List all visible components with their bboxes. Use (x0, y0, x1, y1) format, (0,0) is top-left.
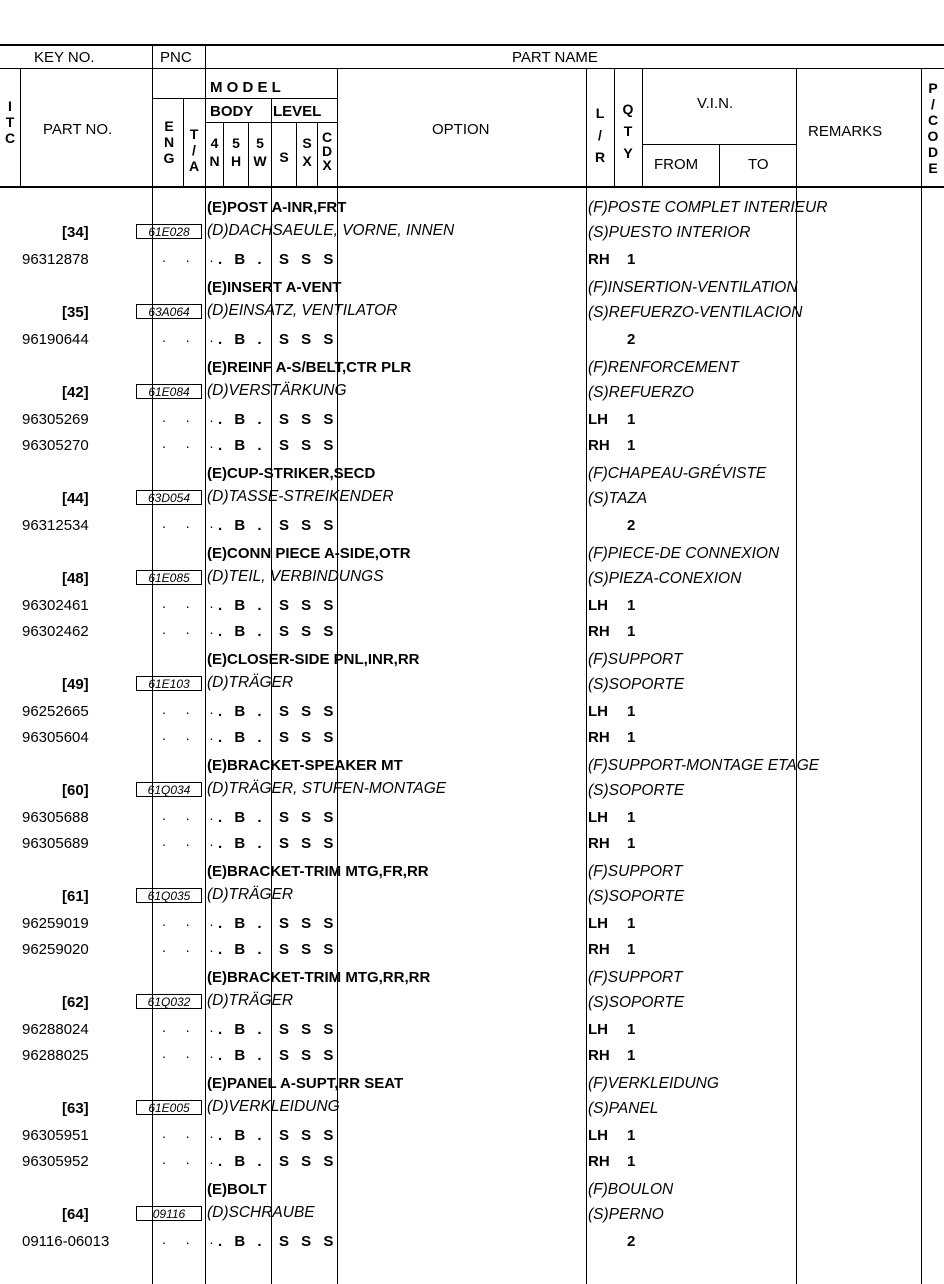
level-s-header: S (279, 149, 289, 165)
qty-header: Q T Y (622, 101, 634, 161)
description-french: (F)INSERTION-VENTILATION (588, 279, 798, 296)
part-number: 96288025 (22, 1047, 89, 1064)
description-french: (F)SUPPORT (588, 651, 683, 668)
body-model-marks: . B . (218, 835, 266, 852)
level-header: LEVEL (273, 103, 322, 120)
eng-ta-marks: . . . (162, 515, 222, 531)
part-number: 96259020 (22, 941, 89, 958)
lr-header: L / R (594, 105, 606, 165)
vin-to-header: TO (748, 156, 769, 173)
body-4n-line (223, 122, 224, 186)
key-number: [42] (62, 384, 89, 401)
description-spanish: (S)PANEL (588, 1100, 659, 1117)
description-spanish: (S)SOPORTE (588, 888, 685, 905)
pnc-code: 61E084 (136, 384, 202, 399)
lr-side: RH (588, 1153, 610, 1170)
level-marks: S S S (279, 703, 338, 720)
header-divider-1 (0, 68, 944, 69)
table-top-border (0, 44, 944, 46)
eng-header: E N G (163, 118, 175, 166)
description-english: (E)CONN PIECE A-SIDE,OTR (207, 545, 411, 562)
key-number: [63] (62, 1100, 89, 1117)
pnc-header: PNC (160, 49, 192, 66)
key-number: [64] (62, 1206, 89, 1223)
eng-ta-marks: . . . (162, 727, 222, 743)
level-marks: S S S (279, 331, 338, 348)
description-french: (F)SUPPORT (588, 969, 683, 986)
eng-ta-marks: . . . (162, 807, 222, 823)
body-model-marks: . B . (218, 1127, 266, 1144)
description-french: (F)BOULON (588, 1181, 674, 1198)
description-english: (E)REINF A-S/BELT,CTR PLR (207, 359, 412, 376)
quantity: 1 (627, 597, 636, 614)
part-number: 96302462 (22, 623, 89, 640)
body-model-marks: . B . (218, 437, 266, 454)
lr-side: RH (588, 623, 610, 640)
pnc-code: 61E005 (136, 1100, 202, 1115)
description-german: (D)TRÄGER (207, 886, 294, 903)
itc-header: I T C (4, 98, 16, 146)
description-german: (D)TRÄGER (207, 674, 294, 691)
body-5h-line (248, 122, 249, 186)
level-marks: S S S (279, 729, 338, 746)
part-number: 96305269 (22, 411, 89, 428)
eng-ta-marks: . . . (162, 1151, 222, 1167)
body-model-marks: . B . (218, 251, 266, 268)
level-cdx-header: C D X (321, 129, 333, 173)
description-german: (D)TRÄGER, STUFEN-MONTAGE (207, 780, 447, 797)
quantity: 1 (627, 941, 636, 958)
level-marks: S S S (279, 835, 338, 852)
description-french: (F)POSTE COMPLET INTERIEUR (588, 199, 828, 216)
model-sub-divider (153, 98, 337, 99)
quantity: 1 (627, 809, 636, 826)
body-model-marks: . B . (218, 517, 266, 534)
pcode-header: P / C O D E (927, 80, 939, 176)
part-number: 96259019 (22, 915, 89, 932)
description-spanish: (S)REFUERZO (588, 384, 694, 401)
quantity: 1 (627, 1153, 636, 1170)
description-spanish: (S)PERNO (588, 1206, 664, 1223)
description-spanish: (S)SOPORTE (588, 676, 685, 693)
part-number: 96252665 (22, 703, 89, 720)
quantity: 1 (627, 1021, 636, 1038)
description-german: (D)VERSTÄRKUNG (207, 382, 347, 399)
body-model-marks: . B . (218, 915, 266, 932)
remarks-col-line (796, 68, 797, 1284)
description-french: (F)PIECE-DE CONNEXION (588, 545, 780, 562)
description-english: (E)CUP-STRIKER,SECD (207, 465, 376, 482)
eng-ta-marks: . . . (162, 1231, 222, 1247)
description-german: (D)DACHSAEULE, VORNE, INNEN (207, 222, 455, 239)
key-number: [62] (62, 994, 89, 1011)
key-number: [35] (62, 304, 89, 321)
lr-side: LH (588, 597, 608, 614)
level-marks: S S S (279, 597, 338, 614)
key-number: [44] (62, 490, 89, 507)
part-number: 96305951 (22, 1127, 89, 1144)
pnc-code: 61E028 (136, 224, 202, 239)
eng-ta-marks: . . . (162, 595, 222, 611)
pnc-code: 09116 (136, 1206, 202, 1221)
pnc-code: 63A064 (136, 304, 202, 319)
ta-header: T / A (188, 126, 200, 174)
eng-ta-marks: . . . (162, 329, 222, 345)
quantity: 1 (627, 437, 636, 454)
body-header: BODY (210, 103, 254, 120)
pnc-code: 61Q034 (136, 782, 202, 797)
lr-side: LH (588, 703, 608, 720)
description-german: (D)TEIL, VERBINDUNGS (207, 568, 384, 585)
level-marks: S S S (279, 251, 338, 268)
vin-from-to-line (719, 144, 720, 186)
eng-ta-marks: . . . (162, 833, 222, 849)
description-french: (F)SUPPORT (588, 863, 683, 880)
lr-side: LH (588, 809, 608, 826)
body-5w-header: 5 W (253, 135, 267, 169)
part-number: 09116-06013 (22, 1233, 110, 1250)
pnc-code: 63D054 (136, 490, 202, 505)
lr-side: LH (588, 915, 608, 932)
body-model-marks: . B . (218, 941, 266, 958)
pnc-code: 61Q035 (136, 888, 202, 903)
eng-ta-marks: . . . (162, 701, 222, 717)
key-number: [49] (62, 676, 89, 693)
description-english: (E)CLOSER-SIDE PNL,INR,RR (207, 651, 420, 668)
quantity: 1 (627, 835, 636, 852)
quantity: 1 (627, 251, 636, 268)
vin-header: V.I.N. (697, 95, 734, 112)
pnc-code: 61E103 (136, 676, 202, 691)
description-english: (E)BRACKET-TRIM MTG,FR,RR (207, 863, 429, 880)
quantity: 2 (627, 1233, 636, 1250)
part-number: 96305604 (22, 729, 89, 746)
level-marks: S S S (279, 1127, 338, 1144)
eng-ta-marks: . . . (162, 913, 222, 929)
lr-side: RH (588, 251, 610, 268)
part-number: 96312534 (22, 517, 89, 534)
description-german: (D)SCHRAUBE (207, 1204, 315, 1221)
description-spanish: (S)SOPORTE (588, 782, 685, 799)
description-spanish: (S)SOPORTE (588, 994, 685, 1011)
body-model-marks: . B . (218, 809, 266, 826)
quantity: 1 (627, 729, 636, 746)
body-model-marks: . B . (218, 1021, 266, 1038)
body-4n-header: 4 N (209, 135, 220, 169)
part-no-header: PART NO. (43, 121, 113, 138)
part-number: 96305270 (22, 437, 89, 454)
body-model-marks: . B . (218, 1047, 266, 1064)
eng-ta-marks: . . . (162, 1045, 222, 1061)
part-number: 96305952 (22, 1153, 89, 1170)
level-marks: S S S (279, 809, 338, 826)
description-english: (E)BOLT (207, 1181, 267, 1198)
level-marks: S S S (279, 437, 338, 454)
body-model-marks: . B . (218, 411, 266, 428)
part-number: 96288024 (22, 1021, 89, 1038)
model-col-line (205, 44, 206, 1284)
part-number: 96190644 (22, 331, 89, 348)
description-spanish: (S)PUESTO INTERIOR (588, 224, 751, 241)
level-marks: S S S (279, 1047, 338, 1064)
remarks-header: REMARKS (808, 123, 883, 140)
description-english: (E)PANEL A-SUPT,RR SEAT (207, 1075, 404, 1092)
model-header: M O D E L (210, 79, 281, 96)
body-model-marks: . B . (218, 729, 266, 746)
body-5h-header: 5 H (230, 135, 242, 169)
key-number: [34] (62, 224, 89, 241)
description-english: (E)INSERT A-VENT (207, 279, 342, 296)
key-number: [48] (62, 570, 89, 587)
eng-ta-marks: . . . (162, 435, 222, 451)
eng-ta-marks: . . . (162, 1019, 222, 1035)
level-marks: S S S (279, 915, 338, 932)
quantity: 1 (627, 1047, 636, 1064)
level-marks: S S S (279, 517, 338, 534)
body-model-marks: . B . (218, 623, 266, 640)
level-marks: S S S (279, 411, 338, 428)
level-marks: S S S (279, 1021, 338, 1038)
part-name-header: PART NAME (512, 49, 598, 66)
lr-side: LH (588, 1127, 608, 1144)
level-s-line (296, 122, 297, 186)
description-german: (D)EINSATZ, VENTILATOR (207, 302, 398, 319)
pcode-col-line (921, 68, 922, 1284)
lr-side: RH (588, 941, 610, 958)
part-number: 96312878 (22, 251, 89, 268)
key-number: [60] (62, 782, 89, 799)
description-german: (D)TASSE-STREIKENDER (207, 488, 394, 505)
lr-side: RH (588, 437, 610, 454)
quantity: 1 (627, 411, 636, 428)
eng-ta-marks: . . . (162, 1125, 222, 1141)
part-number: 96305688 (22, 809, 89, 826)
quantity: 1 (627, 915, 636, 932)
description-french: (F)SUPPORT-MONTAGE ETAGE (588, 757, 820, 774)
description-spanish: (S)TAZA (588, 490, 648, 507)
body-model-marks: . B . (218, 1233, 266, 1250)
body-model-marks: . B . (218, 703, 266, 720)
level-marks: S S S (279, 941, 338, 958)
level-sx-header: S X (302, 135, 312, 169)
level-marks: S S S (279, 1153, 338, 1170)
header-bottom-border (0, 186, 944, 188)
description-english: (E)BRACKET-SPEAKER MT (207, 757, 403, 774)
vin-col-line (642, 68, 643, 186)
description-spanish: (S)PIEZA-CONEXION (588, 570, 742, 587)
description-french: (F)RENFORCEMENT (588, 359, 739, 376)
key-no-header: KEY NO. (34, 49, 95, 66)
eng-ta-marks: . . . (162, 939, 222, 955)
level-marks: S S S (279, 623, 338, 640)
lr-side: RH (588, 1047, 610, 1064)
description-english: (E)BRACKET-TRIM MTG,RR,RR (207, 969, 431, 986)
pnc-code: 61E085 (136, 570, 202, 585)
description-german: (D)VERKLEIDUNG (207, 1098, 340, 1115)
qty-col-line (614, 68, 615, 186)
quantity: 2 (627, 331, 636, 348)
description-german: (D)TRÄGER (207, 992, 294, 1009)
eng-ta-marks: . . . (162, 409, 222, 425)
eng-ta-line (183, 98, 184, 186)
eng-ta-marks: . . . (162, 249, 222, 265)
description-spanish: (S)REFUERZO-VENTILACION (588, 304, 803, 321)
part-number: 96305689 (22, 835, 89, 852)
lr-side: RH (588, 835, 610, 852)
lr-col-line (586, 68, 587, 1284)
option-header: OPTION (432, 121, 490, 138)
lr-side: LH (588, 411, 608, 428)
lr-side: RH (588, 729, 610, 746)
eng-ta-marks: . . . (162, 621, 222, 637)
description-french: (F)VERKLEIDUNG (588, 1075, 719, 1092)
body-model-marks: . B . (218, 1153, 266, 1170)
itc-col-line (20, 68, 21, 186)
level-marks: S S S (279, 1233, 338, 1250)
quantity: 2 (627, 517, 636, 534)
quantity: 1 (627, 1127, 636, 1144)
description-english: (E)POST A-INR,FRT (207, 199, 347, 216)
quantity: 1 (627, 703, 636, 720)
quantity: 1 (627, 623, 636, 640)
pnc-code: 61Q032 (136, 994, 202, 1009)
vin-from-header: FROM (654, 156, 699, 173)
description-french: (F)CHAPEAU-GRÉVISTE (588, 465, 767, 482)
lr-side: LH (588, 1021, 608, 1038)
part-number: 96302461 (22, 597, 89, 614)
body-model-marks: . B . (218, 597, 266, 614)
body-model-marks: . B . (218, 331, 266, 348)
key-number: [61] (62, 888, 89, 905)
